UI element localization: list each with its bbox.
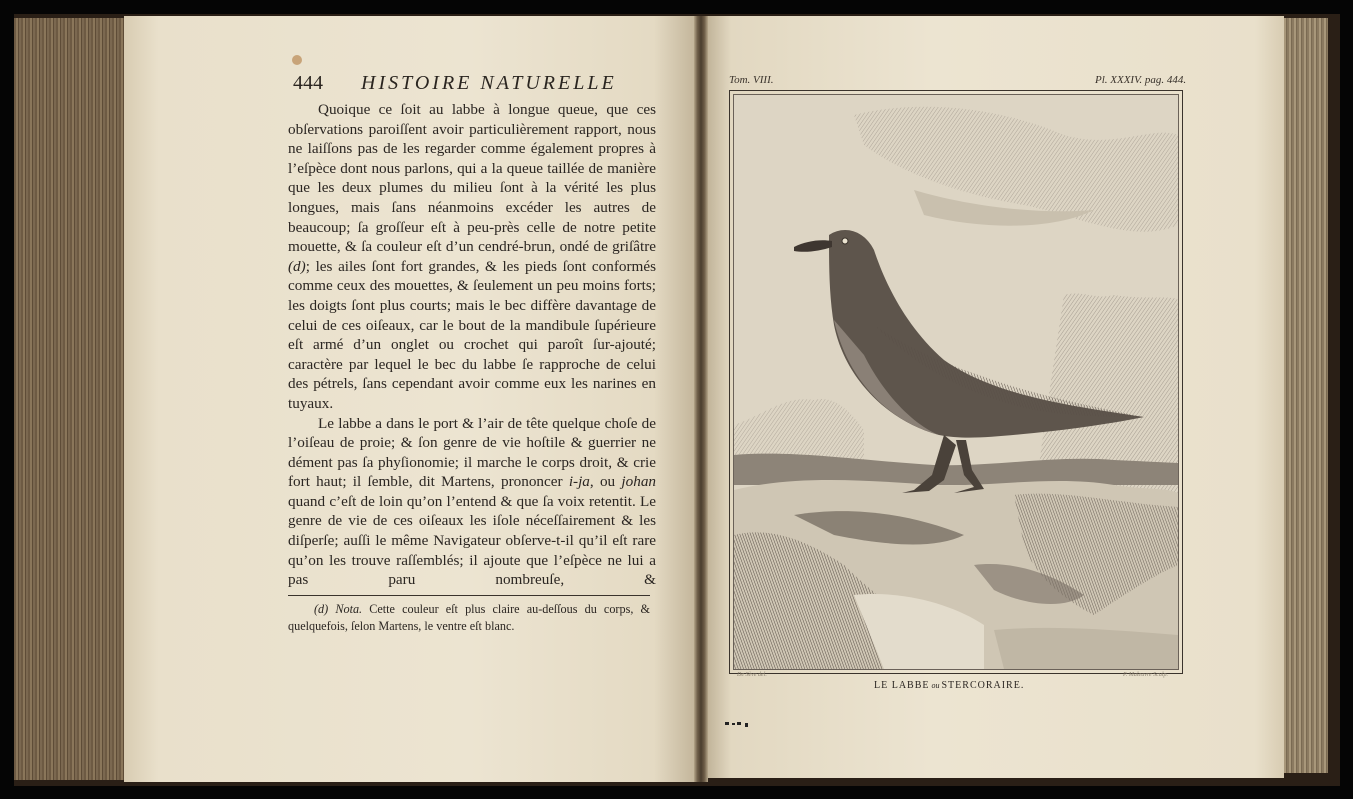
page-edges-left (14, 18, 126, 780)
plate-title (874, 680, 1024, 691)
skua-engraving (734, 95, 1178, 669)
running-head: HISTOIRE NATURELLE (361, 72, 617, 94)
footnote-text: (d) Nota. Cette couleur eſt plus claire au-deſſous du corps, & quelquefois, ſelon Martens, le ventre eſt blanc. (288, 602, 650, 633)
page-number: 444 (293, 72, 323, 94)
volume-label: Tom. VIII. (729, 74, 774, 86)
engraving-credit-left: De Sève del. (737, 672, 767, 678)
plate-title-end: STERCORAIRE. (941, 680, 1025, 691)
foxing-spot (292, 55, 302, 65)
main-text (288, 100, 656, 590)
paragraph: Quoique ce ſoit au labbe à longue queue, que ces obſervations paroiſſent avoir particulièrement rapport, nous ne laiſſons pas de les regarder comme également propres à l’eſpèce dont nous parlons, qui a la queue taillée de manière que les deux plumes du milieu ſont à la vérité les plus longues, mais ſans néanmoins excéder les autres de beaucoup; ſa groſſeur eſt à peu-près celle de notre petite mouette, & ſa couleur eſt d’un cendré-brun, ondé de griſâtre (d); les ailes ſont fort grandes, & les pieds ſont conformés comme ceux des mouettes, & ſeulement un peu moins forts; les doigts ſont plus courts; mais le bec diffère davantage de celui de ces oiſeaux, car le bout de la mandibule ſupérieure eſt armé d’un onglet ou crochet qui paroît ſur-ajouté; caractère par lequel le bec du labbe ſe rapproche de celui des pétrels, ſans cependant avoir comme eux les narines en tuyaux. (288, 101, 656, 412)
footnote-rule (288, 595, 650, 596)
left-page-header (293, 72, 693, 96)
engraving-credit-right: P. Maleuvre Sculp. (1123, 672, 1168, 678)
plate-reference: Pl. XXXIV. pag. 444. (1095, 74, 1187, 86)
ink-mark (725, 720, 751, 728)
book-gutter (694, 16, 708, 782)
engraving-plate (733, 94, 1179, 670)
plate-title-main: LE LABBE (874, 680, 930, 691)
plate-title-ou: ou (929, 681, 942, 690)
rocks-foreground (734, 480, 1178, 669)
footnote (288, 601, 650, 634)
page-edges-right (1282, 18, 1328, 773)
paragraph: Le labbe a dans le port & l’air de tête quelque choſe de l’oiſeau de proie; & ſon genre de vie hoſtile & guerrier ne dément pas ſa phyſionomie; il marche le corps droit, & crie fort haut; il ſemble, dit Martens, prononcer i-ja, ou johan quand c’eſt de loin qu’on l’entend & que ſa voix retentit. Le genre de vie de ces oiſeaux les iſole néceſſairement & les diſperſe; auſſi le même Navigateur obſerve-t-il qu’il eſt rare qu’on les trouve raſſemblés; il ajoute que l’eſpèce ne lui a pas paru nombreuſe, & (288, 414, 657, 589)
